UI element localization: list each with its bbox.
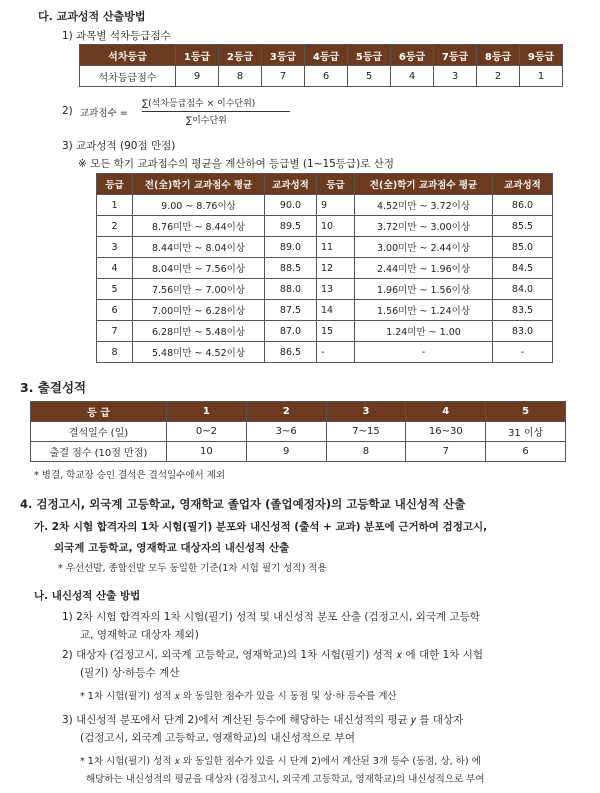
table-cell: 8 [219,66,262,87]
na-item-3-note-2: 해당하는 내신성적의 평균을 대상자 (검정고시, 외국계 고등학교, 영재학교)의 내신성적으로 부여 [86,774,485,785]
table-cell: 석차등급점수 [80,66,176,87]
table-cell: 85.5 [493,216,553,237]
table-cell: 3 [97,237,133,258]
table-cell: 6 [305,66,348,87]
table-cell: 10 [317,216,355,237]
table-cell: 1.56미만 ~ 1.24이상 [355,300,493,321]
table-cell: 2.44미만 ~ 1.96이상 [355,258,493,279]
table-cell: 8.04미만 ~ 7.56이상 [133,258,265,279]
table-cell: 1.96미만 ~ 1.56이상 [355,279,493,300]
table-header-cell: 4 [406,402,486,422]
table-cell: 1 [520,66,563,87]
table-cell: 9 [246,442,326,462]
table-cell: 3.00미만 ~ 2.44이상 [355,237,493,258]
table-row [31,422,566,442]
table-cell: 90.0 [265,195,317,216]
table-cell: 13 [317,279,355,300]
table-cell: 결석일수 (일) [31,422,167,442]
table-cell: 8 [97,342,133,363]
table-row [97,195,553,216]
subject-grade-table [96,173,553,363]
table-header-cell: 등 급 [31,402,167,422]
table-header-row [97,174,553,195]
table-header-cell: 석차등급 [80,45,176,66]
table-cell: 3.72미만 ~ 3.00이상 [355,216,493,237]
table-cell: 2 [477,66,520,87]
formula-numerator: ∑(석차등급점수 × 이수단위) [142,99,256,109]
na-item-3-line-1: 3) 내신성적 분포에서 단계 2)에서 계산된 등수에 해당하는 내신성적의 평균 𝑦 를 대상자 [62,714,464,726]
table-header-cell: 2등급 [219,45,262,66]
table-cell: 11 [317,237,355,258]
table-header-cell: 8등급 [477,45,520,66]
table-row [80,66,563,87]
table-row [97,342,553,363]
na-item-1-line-2: 교, 영재학교 대상자 제외) [80,629,199,641]
table-header-cell: 4등급 [305,45,348,66]
table-cell: 83.0 [493,321,553,342]
table-cell: 8 [326,442,406,462]
section-3-title: 3. 출결성적 [20,380,87,395]
table-cell: 7.00미만 ~ 6.28이상 [133,300,265,321]
table-cell: 3~6 [246,422,326,442]
section-ga-note: * 우선선발, 종합선발 모두 동일한 기준(1차 시험 필기 성적) 적용 [58,563,327,574]
table-cell: 89.5 [265,216,317,237]
table-cell: 출결 점수 (10점 만점) [31,442,167,462]
table-cell: 7.56미만 ~ 7.00이상 [133,279,265,300]
table-cell: 4 [391,66,434,87]
item-3-note: ※ 모든 학기 교과점수의 평균을 계산하여 등급별 (1~15등급)로 산정 [78,158,394,170]
table-header-cell: 2 [246,402,326,422]
na-item-2-line-2: (필기) 상·하등수 계산 [80,667,180,679]
grade-score-table [79,44,563,87]
table-cell: 7 [406,442,486,462]
table-cell: 6 [97,300,133,321]
table-cell: 5.48미만 ~ 4.52이상 [133,342,265,363]
table-header-cell: 3등급 [262,45,305,66]
table-cell: 87.5 [265,300,317,321]
table-cell: 6.28미만 ~ 5.48이상 [133,321,265,342]
table-cell: 4 [97,258,133,279]
table-header-cell: 9등급 [520,45,563,66]
table-row [97,300,553,321]
formula-denominator: ∑이수단위 [186,116,227,126]
attendance-table [30,401,566,462]
na-item-3-line-2: (검정고시, 외국계 고등학교, 영재학교)의 내신성적으로 부여 [80,732,355,744]
item-1-label: 1) 과목별 석차등급점수 [62,30,171,42]
table-cell: 1.24미만 ~ 1.00 [355,321,493,342]
table-header-cell: 5등급 [348,45,391,66]
table-cell: - [355,342,493,363]
na-item-1-line-1: 1) 2차 시험 합격자의 1차 시험(필기) 성적 및 내신성적 분포 산출 (검정고시, 외국계 고등학 [62,611,480,623]
formula-lhs: 교과점수 = [80,108,128,119]
table-cell: 7 [97,321,133,342]
table-cell: - [493,342,553,363]
table-header-cell: 교과성적 [493,174,553,195]
table-header-cell: 5 [486,402,566,422]
table-cell: 83.5 [493,300,553,321]
na-item-2-line-1: 2) 대상자 (검정고시, 외국계 고등학교, 영재학교)의 1차 시험(필기) 성적 𝑥 에 대한 1차 시험 [62,649,484,661]
table-cell: 8.44미만 ~ 8.04이상 [133,237,265,258]
table-cell: 15 [317,321,355,342]
table-cell: 7 [262,66,305,87]
table-row [97,237,553,258]
section-da-title: 다. 교과성적 산출방법 [38,10,146,23]
table-header-cell: 3 [326,402,406,422]
table-cell: 12 [317,258,355,279]
table-cell: 84.0 [493,279,553,300]
table-cell: 85.0 [493,237,553,258]
na-item-2-note: * 1차 시험(필기) 성적 𝑥 와 동일한 점수가 있을 시 동점 및 상·하 등수를 계산 [80,691,397,702]
table-cell: 88.5 [265,258,317,279]
table-cell: 3 [434,66,477,87]
table-cell: 89.0 [265,237,317,258]
table-cell: 4.52미만 ~ 3.72이상 [355,195,493,216]
na-item-3-note-1: * 1차 시험(필기) 성적 𝑥 와 동일한 점수가 있을 시 단계 2)에서 계산된 3개 등수 (동점, 상, 하) 에 [80,756,481,767]
section-na-title: 나. 내신성적 산출 방법 [34,590,141,602]
table-cell: 8.76미만 ~ 8.44이상 [133,216,265,237]
table-cell: 84.5 [493,258,553,279]
table-cell: 0~2 [167,422,247,442]
section-ga-line-2: 외국계 고등학교, 영재학교 대상자의 내신성적 산출 [54,542,290,554]
table-row [97,321,553,342]
table-cell: 86.5 [265,342,317,363]
item-3-label: 3) 교과성적 (90점 만점) [62,140,176,152]
table-cell: 9 [317,195,355,216]
table-cell: 87.0 [265,321,317,342]
item-2-label: 2) [62,105,73,117]
table-header-cell: 전(全)학기 교과점수 평균 [133,174,265,195]
table-row [31,442,566,462]
table-header-cell: 7등급 [434,45,477,66]
table-cell: 10 [167,442,247,462]
table-header-cell: 등급 [317,174,355,195]
table-header-cell: 전(全)학기 교과점수 평균 [355,174,493,195]
formula-fraction-line [142,111,290,112]
section-4-title: 4. 검정고시, 외국계 고등학교, 영재학교 졸업자 (졸업예정자)의 고등학교 내신성적 산출 [20,497,466,511]
table-cell: 14 [317,300,355,321]
table-cell: 1 [97,195,133,216]
table-cell: 5 [97,279,133,300]
table-cell: 5 [348,66,391,87]
section-ga-line-1: 가. 2차 시험 합격자의 1차 시험(필기) 분포와 내신성적 (출석 + 교과) 분포에 근거하여 검정고시, [34,521,488,533]
table-cell: 9 [176,66,219,87]
table-row [97,258,553,279]
table-cell: 86.0 [493,195,553,216]
table-header-cell: 교과성적 [265,174,317,195]
attendance-note: * 병결, 학교장 승인 결석은 결석일수에서 제외 [34,470,226,481]
table-header-row [31,402,566,422]
table-row [97,279,553,300]
table-cell: 88.0 [265,279,317,300]
table-cell: 16~30 [406,422,486,442]
table-cell: 9.00 ~ 8.76이상 [133,195,265,216]
table-header-cell: 1등급 [176,45,219,66]
table-cell: 31 이상 [486,422,566,442]
table-cell: 2 [97,216,133,237]
table-row [97,216,553,237]
table-cell: - [317,342,355,363]
table-header-cell: 6등급 [391,45,434,66]
table-header-row [80,45,563,66]
table-cell: 7~15 [326,422,406,442]
table-header-cell: 등급 [97,174,133,195]
table-cell: 6 [486,442,566,462]
table-header-cell: 1 [167,402,247,422]
